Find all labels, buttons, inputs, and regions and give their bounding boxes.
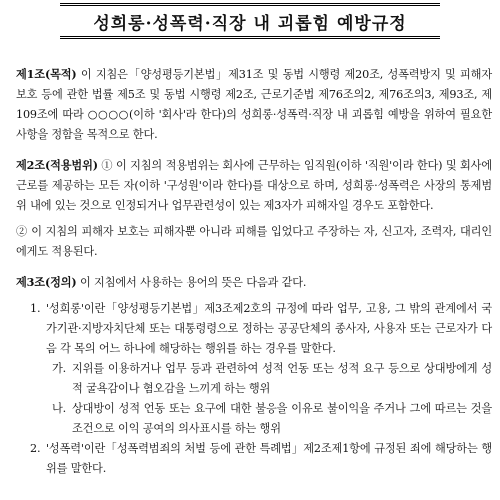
article-heading: 제1조(목적) (16, 67, 77, 81)
document-title: 성희롱·성폭력·직장 내 괴롭힘 예방규정 (93, 13, 407, 34)
sub-item-number: 나. (52, 402, 67, 415)
sub-item (16, 359, 492, 399)
item-number: 1. (30, 302, 41, 315)
article-1 (16, 64, 492, 145)
document-body (16, 64, 492, 479)
sub-item-text: 상대방이 성적 언동 또는 요구에 대한 불응을 이유로 불이익을 주거나 그에 따르는 것을 조건으로 이익 공여의 의사표시를 하는 행위 (72, 402, 492, 435)
item-text: '성폭력'이란「성폭력범죄의 처벌 등에 관한 특례법」제2조제1항에 규정된 죄에 해당하는 행위를 말한다. (46, 442, 492, 475)
list-item (16, 439, 492, 479)
title-frame (60, 3, 440, 39)
article-2 (16, 155, 492, 216)
article-3 (16, 272, 492, 293)
sub-item (16, 399, 492, 439)
article-2-paragraph-2 (16, 222, 492, 262)
article-text: ② 이 지침의 피해자 보호는 피해자뿐 아니라 피해를 입었다고 주장하는 자, 신고자, 조력자, 대리인에게도 적용된다. (16, 225, 492, 258)
article-text: 이 지침에서 사용하는 용어의 뜻은 다음과 같다. (76, 276, 307, 289)
article-heading: 제3조(정의) (16, 275, 77, 289)
sub-item-number: 가. (52, 362, 67, 375)
sub-item-text: 지위를 이용하거나 업무 등과 관련하여 성적 언동 또는 성적 요구 등으로 상대방에게 성적 굴욕감이나 혐오감을 느끼게 하는 행위 (72, 362, 492, 395)
item-number: 2. (30, 442, 41, 455)
list-item (16, 299, 492, 359)
article-heading: 제2조(적용범위) (16, 158, 98, 172)
article-text: ① 이 지침의 적용범위는 회사에 근무하는 임직원(이하 '직원'이라 한다) 및 회사에 근로를 제공하는 모든 자(이하 '구성원'이라 한다)를 대상으로 하며, 성희롱·성폭력은 사장의 통제범위 내에 있는 것으로 인정되거나 업무관련성이 있는 제3자가 피해자일 경우도 포함한다. (16, 159, 492, 212)
article-text: 이 지침은「양성평등기본법」제31조 및 동법 시행령 제20조, 성폭력방지 및 피해자 보호 등에 관한 법률 제5조 및 동법 시행령 제2조, 근로기준법 제76조의2, 제76조의3, 제93조, 제109조에 따라 ○○○○(이하 '회사'라 한다)의 성희롱·성폭력·직장 내 괴롭힘 예방을 위하여 필요한 사항을 정함을 목적으로 한다. (16, 68, 492, 141)
item-text: '성희롱'이란「양성평등기본법」제3조제2호의 규정에 따라 업무, 고용, 그 밖의 관계에서 국가기관·지방자치단체 또는 대통령령으로 정하는 공공단체의 종사자, 사용자 또는 근로자가 다음 각 목의 어느 하나에 해당하는 행위를 하는 경우를 말한다. (46, 302, 492, 355)
